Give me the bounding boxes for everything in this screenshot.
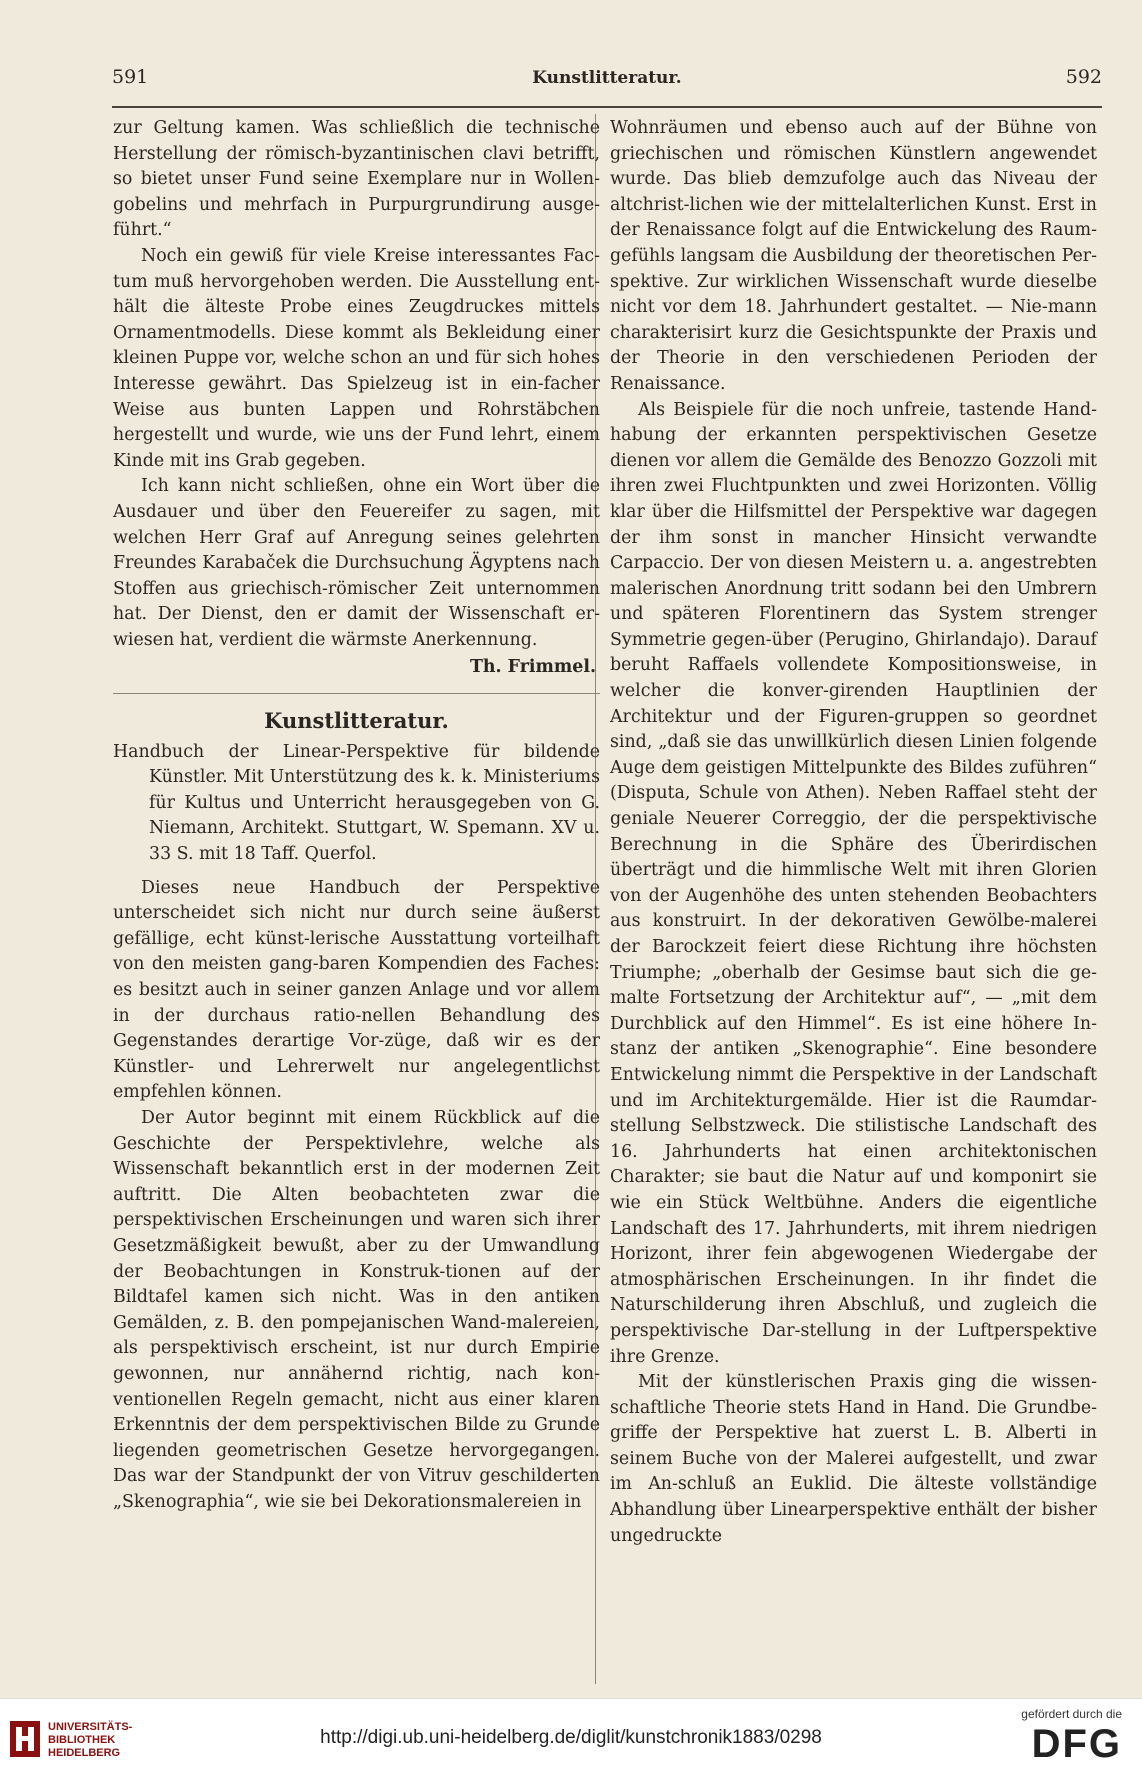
paragraph: Der Autor beginnt mit einem Rückblick auf die Geschichte der Perspektivlehre, welche als Wissenschaft bekanntlich erst in der modernen Zeit auftritt. Die Alten beobachteten zwar die perspektivischen Erscheinungen und waren sich ihrer Gesetzmäßigkeit bewußt, aber zu der Umwandlung der Beobachtungen in Konstruk-tionen auf der Bildtafel kamen sich nicht. Was in den antiken Gemälden, z. B. den pompejanischen Wand-malereien, als perspektivisch erscheint, ist nur durch Empirie gewonnen, nur annähernd richtig, nach kon-ventionellen Regeln gemacht, nicht aus einer klaren Erkenntnis der dem perspektivischen Bilde zu Grunde liegenden geometrischen Gesetze hervorgegangen. Das war der Standpunkt der von Vitruv geschilderten „Skenographia“, wie sie bei Dekorationsmalereien in [113, 1107, 600, 1512]
library-name-line: BIBLIOTHEK [48, 1734, 116, 1746]
page-number-left: 591 [112, 66, 149, 88]
page-header [112, 66, 1102, 106]
digitization-footer [0, 1698, 1142, 1779]
section-separator [113, 693, 600, 694]
paragraph: Ich kann nicht schließen, ohne ein Wort über die Ausdauer und über den Feuereifer zu sagen, mit welchen Herr Graf auf Anregung seines gelehrten Freundes Karabaček die Durchsuchung Ägyptens nach Stoffen aus griechisch-römischer Zeit unternommen hat. Der Dienst, den er damit der Wissenschaft er-wiesen hat, verdient die wärmste Anerkennung. [113, 476, 600, 650]
section-title: Kunstlitteratur. [264, 708, 449, 734]
paragraph: Wohnräumen und ebenso auch auf der Bühne von griechischen und römischen Künstlern angewendet wurde. Das blieb demzufolge auch das Niveau der altchrist-lichen wie der mittelalterlichen Kunst. Erst in der Renaissance folgt auf die Entwickelung des Raum-gefühls langsam die Ausbildung der theoretischen Per-spektive. Zur wirklichen Wissenschaft wurde dieselbe nicht vor dem 18. Jahrhundert gestaltet. — Nie-mann charakterisirt kurz die Gesichtspunkte der Praxis und der Theorie in den verschiedenen Perioden der Renaissance. [610, 118, 1097, 394]
dfg-wordmark: DFG [1031, 1722, 1122, 1766]
paragraph: Noch ein gewiß für viele Kreise interessantes Fac-tum muß hervorgehoben werden. Die Ausstellung ent-hält die älteste Probe eines Zeugdruckes mittels Ornamentmodells. Diese kommt als Bekleidung einer kleinen Puppe vor, welche schon an und für sich hohes Interesse gewährt. Das Spielzeug ist in ein-facher Weise aus bunten Lappen und Rohrstäbchen hergestellt und wurde, wie uns der Fund lehrt, einem Kinde mit ins Grab gegeben. [113, 245, 600, 471]
funder-caption: gefördert durch die [1021, 1707, 1122, 1721]
paragraph: zur Geltung kamen. Was schließlich die technische Herstellung der römisch-byzantinischen clavi betrifft, so bietet unser Fund seine Exemplare nur in Wollen-gobelins und mehrfach in Purpurgrundirung ausge-führt.“ [113, 118, 600, 241]
paragraph: Als Beispiele für die noch unfreie, tastende Hand-habung der erkannten perspektivischen Gesetze dienen vor allem die Gemälde des Benozzo Gozzoli mit ihren zwei Fluchtpunkten und zwei Horizonten. Völlig klar über die Hilfsmittel der Perspektive war dagegen der ihm sonst in mancher Hinsicht verwandte Carpaccio. Der von diesen Meistern u. a. angestrebten malerischen Anordnung tritt sodann bei den Umbrern und späteren Florentinern das System strenger Symmetrie gegen-über (Perugino, Ghirlandajo). Darauf beruht Raffaels vollendete Kompositionsweise, in welcher die konver-girenden Hauptlinien der Architektur und der Figuren-gruppen so geordnet sind, „daß sie das unwillkürlich diesen Linien folgende Auge dem geistigen Mittelpunkte des Bildes zuführen“ (Disputa, Schule von Athen). Neben Raffael steht der geniale Neuerer Correggio, der die perspektivische Berechnung in die Sphäre des Überirdischen überträgt und die himmlische Welt mit ihren Glorien von der Augenhöhe des unten stehenden Beobachters aus konstruirt. In der dekorativen Gewölbe-malerei der Barockzeit feiert diese Richtung ihre höchsten Triumphe; „oberhalb der Gesimse baut sich die ge-malte Fortsetzung der Architektur auf“, — „mit dem Durchblick auf den Himmel“. Es ist eine höhere In-stanz der antiken „Skenographie“. Eine besondere Entwickelung nimmt die Perspektive in der Landschaft und im Architekturgemälde. Hier ist die Raumdar-stellung Selbstzweck. Die stilistische Landschaft des 16. Jahrhunderts hat einen architektonischen Charakter; sie baut die Natur auf und komponirt sie wie ein Stück Weltbühne. Anders die eigentliche Landschaft des 17. Jahrhunderts, mit ihrem niedrigen Horizont, ihrer fein abgewogenen Wiedergabe der atmosphärischen Erscheinungen. In ihr findet die Naturschilderung ihren Abschluß, und zugleich die perspektivische Dar-stellung in der Luftperspektive ihre Grenze. [610, 399, 1097, 1367]
library-name-line: HEIDELBERG [48, 1747, 121, 1759]
dfg-logo[interactable] [982, 1707, 1122, 1771]
permalink-url[interactable]: http://digi.ub.uni-heidelberg.de/diglit/kunstchronik1883/0298 [320, 1727, 822, 1748]
author-signature: Th. Frimmel. [469, 657, 596, 678]
page-number-right: 592 [1065, 66, 1102, 88]
right-column [610, 116, 1097, 1549]
bibliographic-entry: Handbuch der Linear-Perspektive für bildende Künstler. Mit Unterstützung des k. k. Ministeriums für Kultus und Unterricht herausgegeben von G. Niemann, Architekt. Stuttgart, W. Spemann. XV u. 33 S. mit 18 Taff. Querfol. [113, 741, 600, 865]
running-title: Kunstlitteratur. [532, 68, 682, 88]
paragraph: Mit der künstlerischen Praxis ging die wissen-schaftliche Theorie stets Hand in Hand. Die Grundbe-griffe der Perspektive hat zuerst L. B. Alberti in seinem Buche von der Malerei aufgestellt, und zwar im An-schluß an Euklid. Die älteste vollständige Abhandlung über Linearperspektive enthält der bisher ungedruckte [610, 1372, 1097, 1546]
library-name-line: UNIVERSITÄTS- [48, 1721, 133, 1733]
header-rule [112, 106, 1102, 108]
paragraph: Dieses neue Handbuch der Perspektive unterscheidet sich nicht nur durch seine äußerst gefällige, echt künst-lerische Ausstattung vorteilhaft von den meisten gang-baren Kompendien des Faches: es besitzt auch in seiner ganzen Anlage und vor allem in der durchaus ratio-nellen Behandlung des Gegenstandes derartige Vor-züge, daß wir es der Künstler- und Lehrerwelt nur angelegentlichst empfehlen können. [113, 877, 600, 1103]
left-column [113, 116, 600, 1515]
